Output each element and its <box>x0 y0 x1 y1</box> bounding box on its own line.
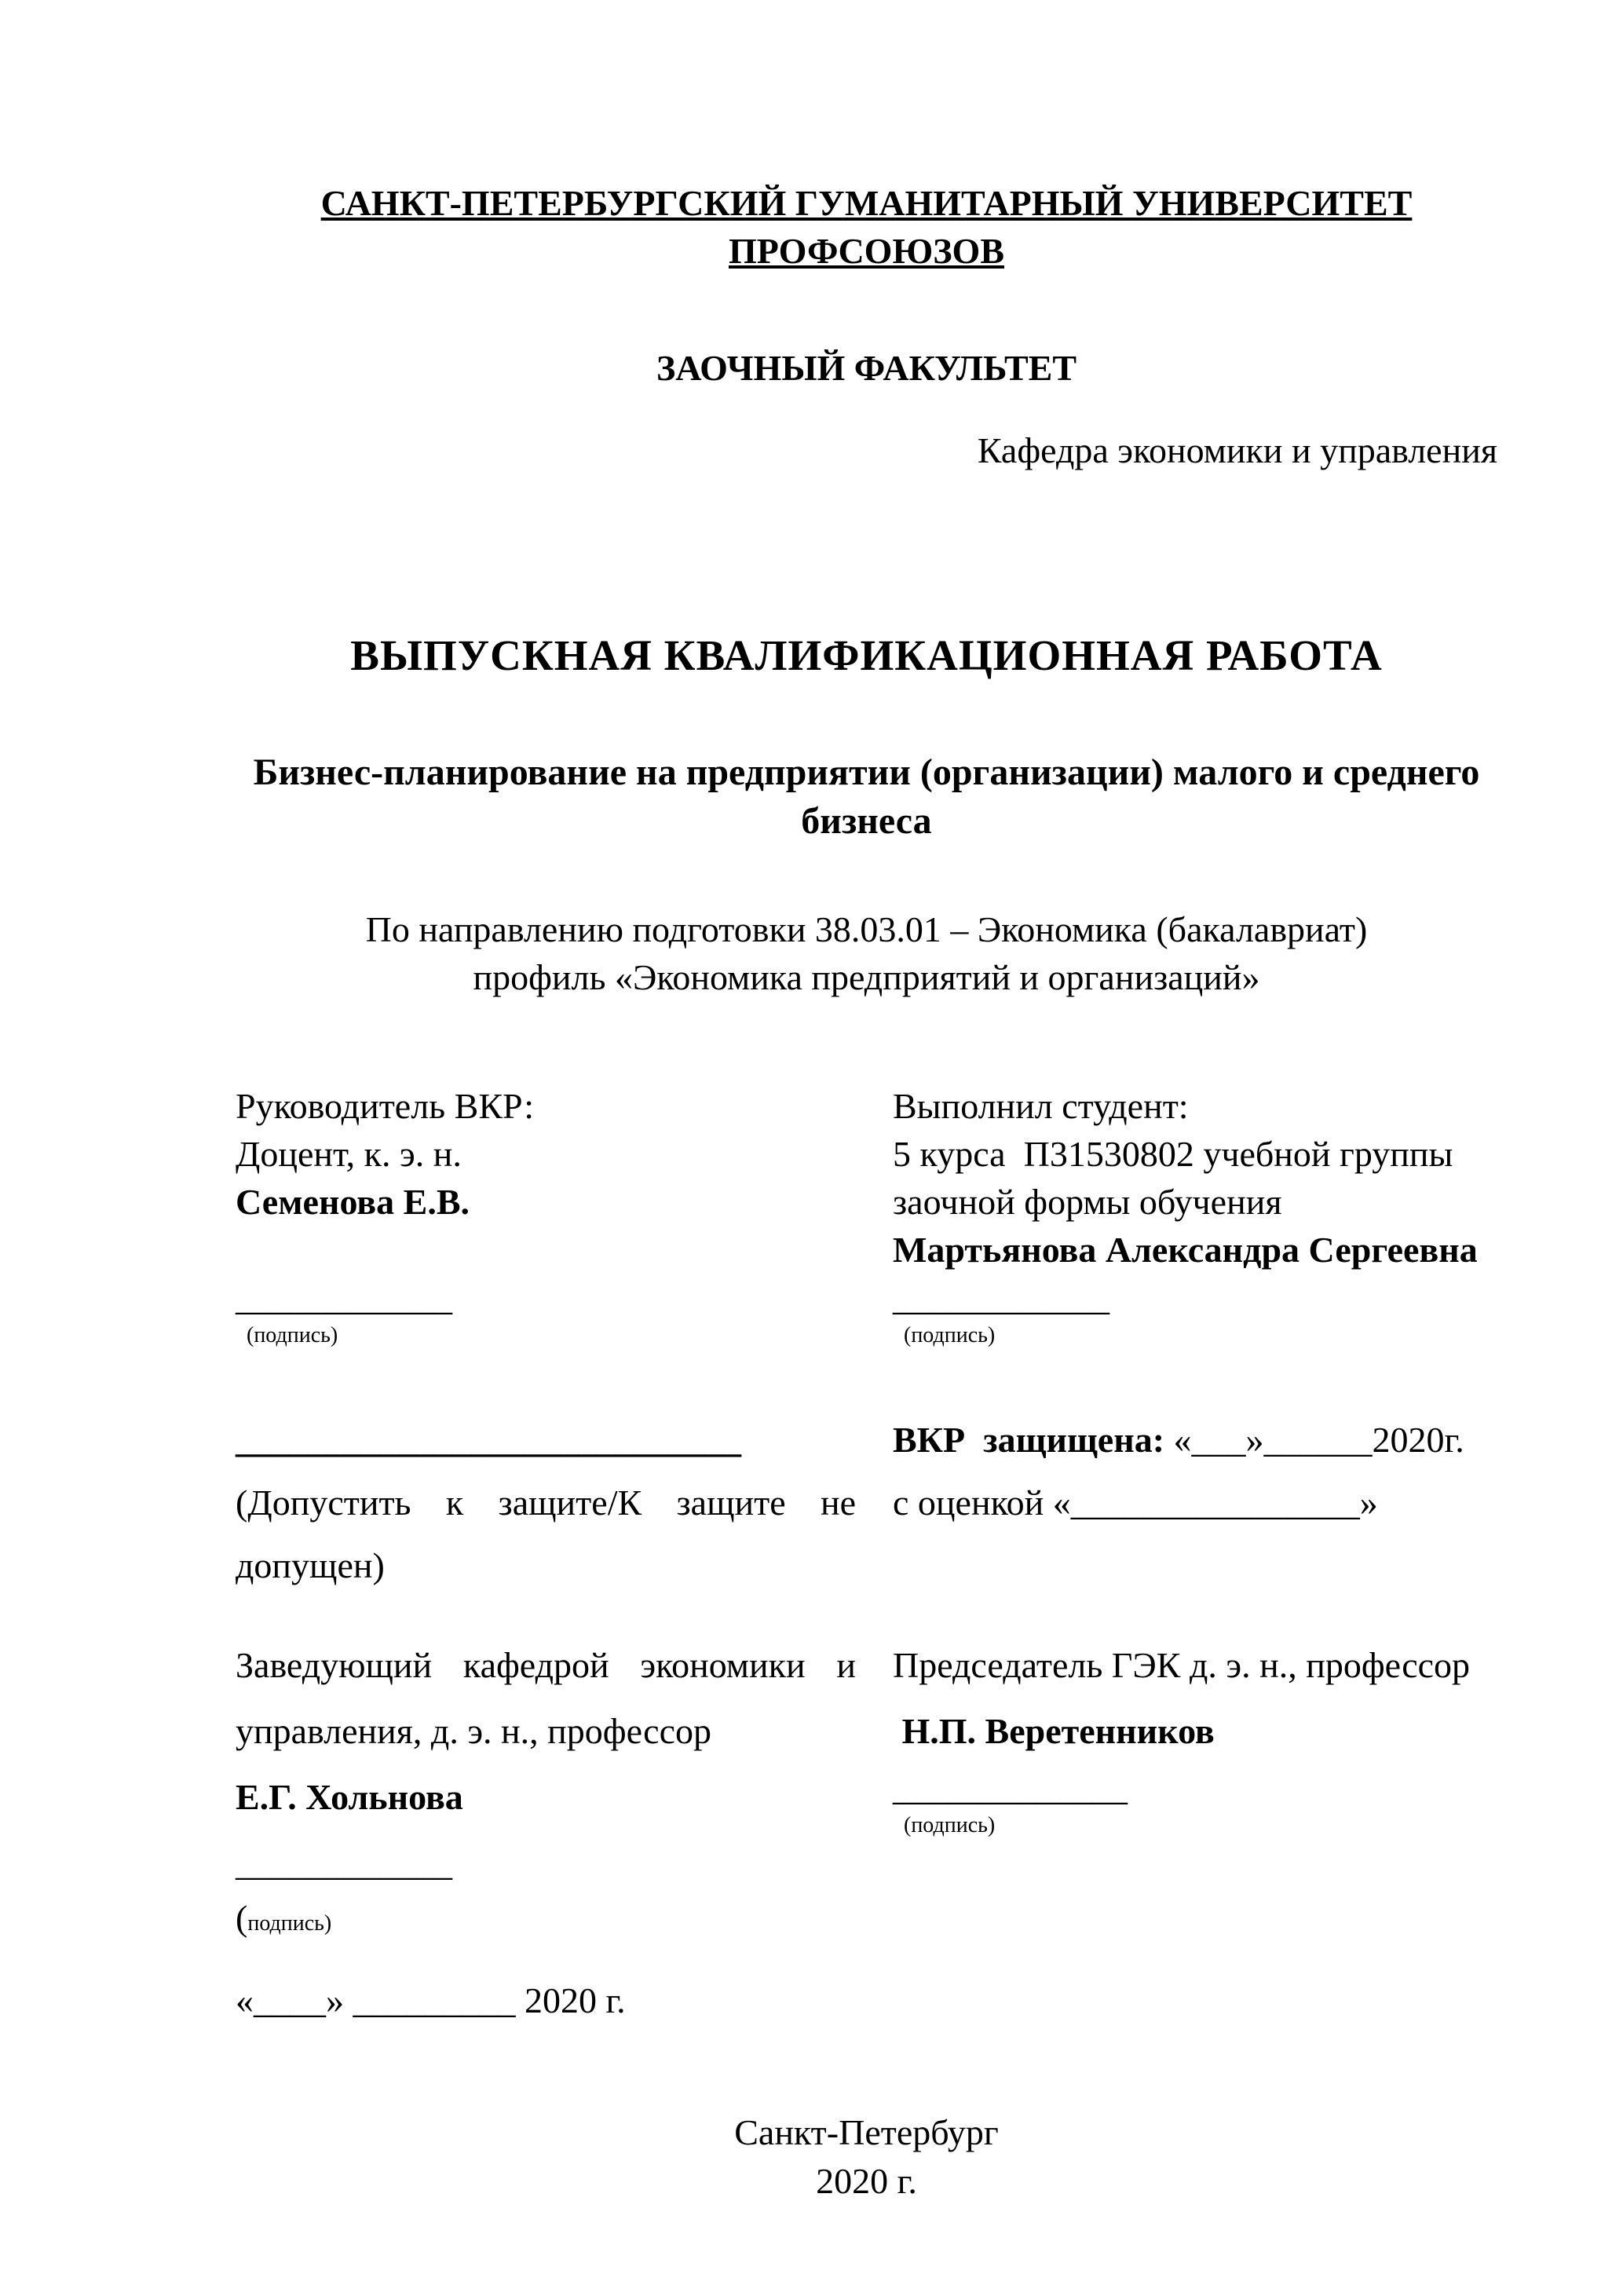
footer-city: Санкт-Петербург <box>734 2112 999 2152</box>
university-name: САНКТ-ПЕТЕРБУРГСКИЙ ГУМАНИТАРНЫЙ УНИВЕРСИТЕТ ПРОФСОЮЗОВ <box>320 183 1413 271</box>
gek-chairman-signature-line: _____________ <box>893 1768 1128 1808</box>
signature-caption-text: подпись) <box>247 1911 332 1936</box>
defense-block <box>893 1409 1497 1597</box>
gek-chairman-position: Председатель ГЭК д. э. н., профессор <box>893 1645 1471 1685</box>
department-head-signature-line: ____________ <box>236 1843 452 1883</box>
faculty-name: ЗАОЧНЫЙ ФАКУЛЬТЕТ <box>656 348 1077 388</box>
department-head-block <box>236 1632 856 2034</box>
signatories-top-section <box>236 1082 1497 1350</box>
department-head-date-line: «____» _________ 2020 г. <box>236 1980 626 2020</box>
admission-note: (Допустить к защите/К защите не допущен) <box>236 1483 856 1585</box>
work-type-heading: ВЫПУСКНАЯ КВАЛИФИКАЦИОННАЯ РАБОТА <box>350 631 1383 679</box>
department-head-signature-caption <box>236 1896 856 1946</box>
student-form-line: заочной формы обучения <box>893 1182 1282 1222</box>
supervisor-name: Семенова Е.В. <box>236 1182 470 1222</box>
program-info <box>236 905 1497 1001</box>
student-signature-caption: (подпись) <box>904 1323 996 1347</box>
gek-chairman-signature-caption: (подпись) <box>904 1813 996 1837</box>
department-head-name: Е.Г. Хольнова <box>236 1777 463 1817</box>
thesis-title-line1: Бизнес-планирование на предприятии (организации) малого и среднего <box>253 751 1480 793</box>
supervisor-signature-line: ____________ <box>236 1278 452 1318</box>
student-name: Мартьянова Александра Сергеевна <box>893 1230 1478 1270</box>
thesis-title <box>236 748 1497 846</box>
gek-chairman-name: Н.П. Веретенников <box>893 1711 1215 1751</box>
student-label: Выполнил студент: <box>893 1086 1189 1126</box>
defense-date-line <box>893 1409 1497 1472</box>
supervisor-degree: Доцент, к. э. н. <box>236 1134 462 1174</box>
footer-year: 2020 г. <box>816 2161 917 2201</box>
admission-blank-line: ____________________________ <box>236 1420 741 1460</box>
admission-block <box>236 1409 856 1597</box>
admission-defense-section <box>236 1409 1497 1597</box>
signature-caption-paren: ( <box>236 1898 248 1938</box>
direction-line: По направлению подготовки 38.03.01 – Экономика (бакалавриат) <box>365 909 1368 949</box>
gek-chairman-block <box>893 1632 1497 2034</box>
defense-grade-line: с оценкой «________________» <box>893 1483 1378 1523</box>
defense-date-blank: «___»______2020г. <box>1164 1420 1464 1460</box>
signatories-bottom-section <box>236 1632 1497 2034</box>
department-name: Кафедра экономики и управления <box>977 430 1497 470</box>
defense-label: ВКР защищена: <box>893 1420 1165 1460</box>
thesis-title-line2: бизнеса <box>801 800 932 842</box>
student-group-line: 5 курса П31530802 учебной группы <box>893 1134 1453 1174</box>
footer <box>236 2108 1497 2206</box>
supervisor-block <box>236 1082 856 1350</box>
supervisor-signature-caption: (подпись) <box>247 1323 338 1347</box>
student-block <box>893 1082 1497 1350</box>
student-signature-line: ____________ <box>893 1278 1109 1318</box>
supervisor-label: Руководитель ВКР: <box>236 1086 535 1126</box>
department-head-position: Заведующий кафедрой экономики и управления, д. э. н., профессор <box>236 1645 856 1751</box>
profile-line: профиль «Экономика предприятий и организаций» <box>473 957 1260 997</box>
